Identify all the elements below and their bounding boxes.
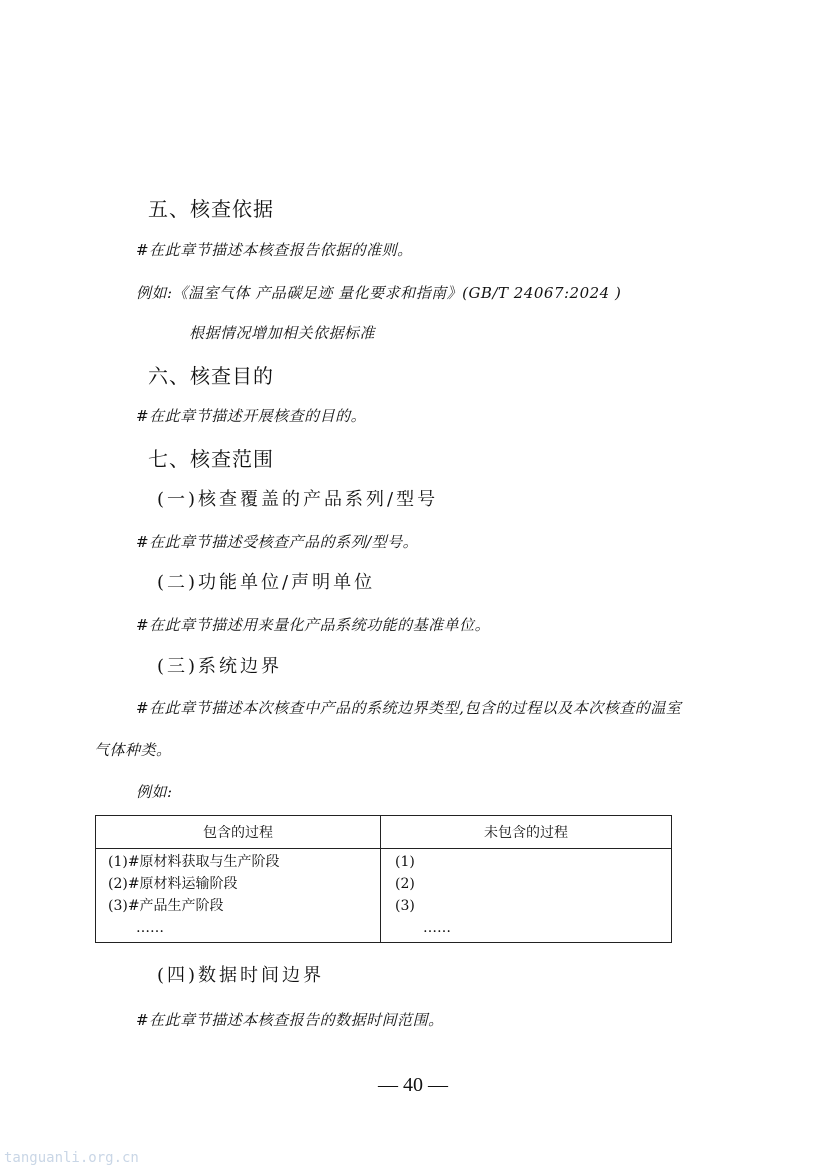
- subsection-3-paragraph-line-2: 气体种类。: [94, 741, 172, 759]
- excluded-item: (2): [395, 876, 415, 892]
- table-header-row: [96, 816, 672, 849]
- subsection-4-paragraph: #在此章节描述本核查报告的数据时间范围。: [136, 1011, 444, 1029]
- page-number: — 40 —: [378, 1074, 448, 1096]
- included-processes-cell: [96, 849, 381, 943]
- included-item: (2)#原材料运输阶段: [108, 876, 238, 892]
- section-5-example: 例如:《温室气体 产品碳足迹 量化要求和指南》(GB/T 24067:2024 ): [136, 284, 622, 302]
- section-7-title: 七、核查范围: [148, 447, 274, 471]
- included-item: (3)#产品生产阶段: [108, 898, 224, 914]
- section-5-note: 根据情况增加相关依据标准: [189, 324, 376, 342]
- table-row: [96, 849, 672, 943]
- excluded-item: ……: [423, 920, 451, 936]
- included-item: ……: [136, 920, 164, 936]
- subsection-4-title: (四)数据时间边界: [157, 965, 325, 986]
- section-5-title: 五、核查依据: [148, 197, 274, 221]
- excluded-processes-cell: [381, 849, 672, 943]
- included-item: (1)#原材料获取与生产阶段: [108, 854, 280, 870]
- watermark: tanguanli.org.cn: [4, 1150, 139, 1166]
- section-6-paragraph-1: #在此章节描述开展核查的目的。: [136, 407, 367, 425]
- subsection-1-title: (一)核查覆盖的产品系列/型号: [157, 489, 439, 510]
- subsection-3-example-label: 例如:: [136, 783, 173, 801]
- subsection-3-paragraph-line-1: #在此章节描述本次核查中产品的系统边界类型,包含的过程以及本次核查的温室: [136, 699, 682, 717]
- subsection-2-paragraph: #在此章节描述用来量化产品系统功能的基准单位。: [136, 616, 491, 634]
- excluded-header: 未包含的过程: [381, 816, 672, 849]
- system-boundary-table: [95, 815, 672, 943]
- subsection-2-title: (二)功能单位/声明单位: [157, 572, 376, 593]
- section-6-title: 六、核查目的: [148, 364, 274, 388]
- included-header: 包含的过程: [96, 816, 381, 849]
- section-5-paragraph-1: #在此章节描述本核查报告依据的准则。: [136, 241, 413, 259]
- excluded-item: (3): [395, 898, 415, 914]
- subsection-3-title: (三)系统边界: [157, 656, 283, 677]
- excluded-item: (1): [395, 854, 415, 870]
- subsection-1-paragraph: #在此章节描述受核查产品的系列/型号。: [136, 533, 419, 551]
